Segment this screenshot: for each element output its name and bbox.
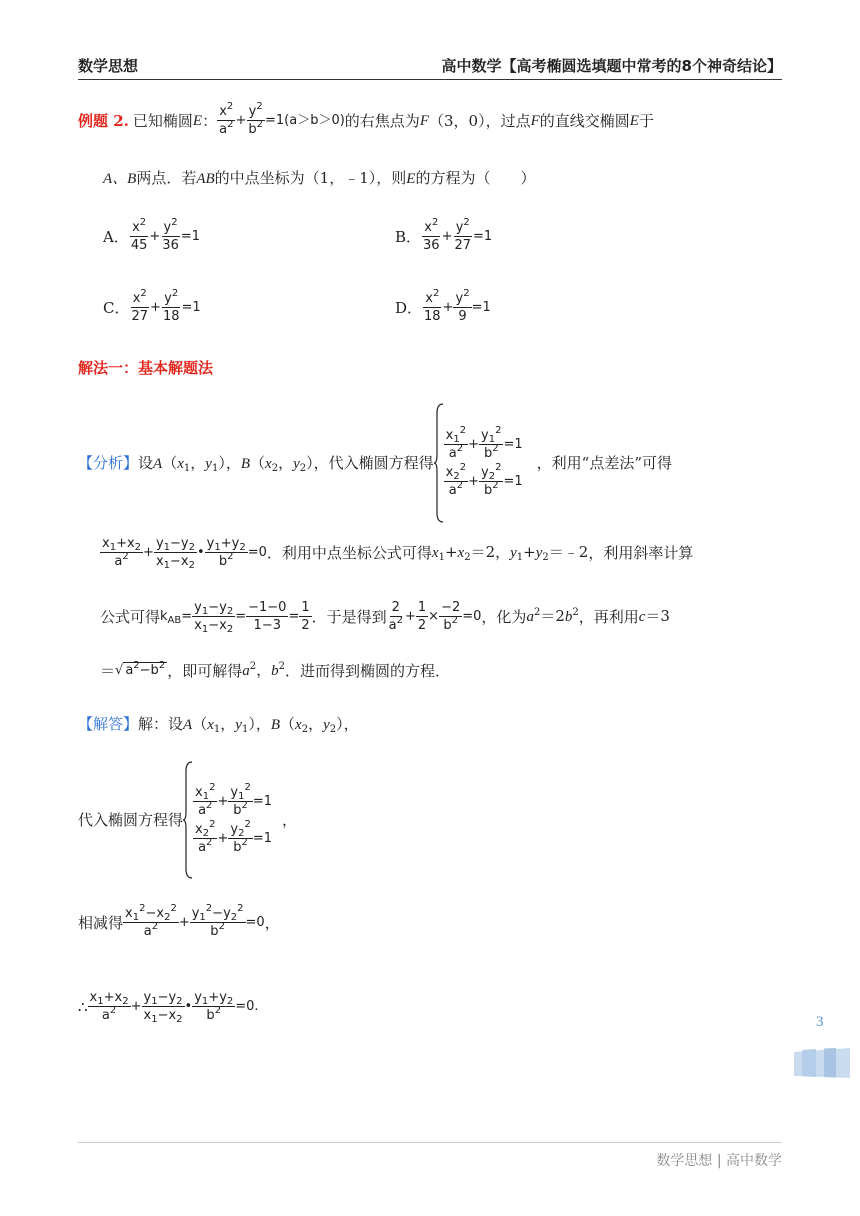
example-stem-b: 的右焦点为 [344, 111, 420, 130]
example-line2-d: 的方程为（ ） [415, 169, 536, 187]
example-focus: （3，0），过点 [428, 111, 531, 130]
header-right: 高中数学【高考椭圆选填题中常考的8个神奇结论】 [441, 57, 782, 75]
example-line2-b: 两点．若 [136, 169, 197, 187]
ellipse-condition: (a＞b＞0) [284, 113, 345, 128]
option-c[interactable]: C． $\frac{x^2}{27}$ + $\frac{y^2}{18}$ =1 [103, 288, 201, 324]
segment-ab: AB [196, 171, 215, 187]
option-d-yden: 9 [458, 309, 467, 324]
points-ab: A、B [103, 171, 137, 187]
option-d-label: D． [395, 298, 423, 317]
focus-name: F [419, 112, 429, 129]
example-stem-d: 于 [638, 111, 654, 130]
example-colon: ： [202, 111, 218, 130]
example-stem-a: 已知椭圆 [132, 111, 193, 130]
option-a-yden: 36 [162, 238, 179, 253]
analysis-t1: 设 [138, 454, 154, 472]
example-line-2 [103, 168, 535, 189]
answer-t4: ∴ [78, 997, 88, 1016]
analysis-t3: ，利用“点差法”可得 [536, 454, 672, 472]
option-b-xden: 36 [423, 238, 440, 253]
answer-line-1: 【解答】解：设$A(x_1$，$y_1$），$B(x_2$，$y_2$）， [78, 715, 359, 735]
example-line-1 [78, 101, 654, 137]
ellipse-equation: $\frac{x^2}{a^2}$ + $\frac{y^2}{b^2}$ =1(a＞b＞0) [219, 101, 345, 137]
answer-t1: 解：设 [138, 715, 184, 733]
answer-t3: 相减得 [78, 913, 124, 932]
ellipse-name: E [192, 112, 203, 129]
analysis-t4: ．利用中点坐标公式可得 [266, 543, 432, 562]
option-c-label: C． [103, 298, 130, 317]
option-a[interactable]: A． $\frac{x^2}{45}$ + $\frac{y^2}{36}$ =1 [103, 217, 201, 253]
analysis-line-3: 公式可得 $k_{AB}=$ $\frac{y_1-y_2}{x_1-x_2}$ = $\frac{-1-0}{1-3}$ = $\frac{1}{2}$ ．于是得到 $\frac{2}{a^2}$ + $\frac{1}{2}$ × $\frac{-2}{b^2}$ =0 ，化为 $a^2=2b^2$ ，再利用 c＝3 [100, 600, 670, 635]
example-label: 例题 2. [78, 111, 129, 130]
header-rule [78, 79, 782, 80]
example-line2-c: 的中点坐标为（1，﹣1），则 [214, 169, 407, 187]
ellipse-name-2: E [629, 112, 639, 129]
analysis-t6: ．于是得到 [311, 607, 387, 626]
option-d-xden: 18 [424, 309, 441, 324]
analysis-t5: 公式可得 [100, 607, 161, 626]
option-a-xden: 45 [130, 238, 148, 253]
ellipse-name-3: E [406, 171, 416, 187]
option-b-label: B． [395, 227, 422, 246]
footer-rule [78, 1142, 782, 1143]
analysis-system: $\frac{x_1^2}{a^2}$ + $\frac{y_1^2}{b^2}$ =1 $\frac{x_2^2}{a^2}$ + $\frac{y_2^2}{b^2}$ =1 [445, 425, 523, 498]
analysis-tag: 【分析】 [78, 454, 139, 472]
page-number: 3 [816, 1014, 824, 1030]
option-b[interactable]: B． $\frac{x^2}{36}$ + $\frac{y^2}{27}$ =1 [395, 217, 493, 253]
example-stem-c: 的直线交椭圆 [539, 111, 630, 130]
option-d[interactable]: D． $\frac{x^2}{18}$ + $\frac{y^2}{9}$ =1 [395, 288, 491, 324]
brace-icon-2 [183, 761, 193, 879]
answer-line-3: 相减得 $\frac{x_1^2-x_2^2}{a^2}$ + $\frac{y_1^2-y_2^2}{b^2}$ =0 ， [78, 903, 280, 939]
analysis-t4b: ，利用斜率计算 [588, 543, 694, 562]
option-b-yden: 27 [454, 238, 472, 253]
page-corner-decoration-icon [790, 1046, 852, 1080]
brace-icon [434, 403, 444, 523]
option-c-yden: 18 [162, 309, 180, 324]
analysis-line-2: $\frac{x_1+x_2}{a^2}$ + $\frac{y_1-y_2}{x_1-x_2}$ • $\frac{y_1+y_2}{b^2}$ =0 ．利用中点坐标公式可得 $x_1+x_2=2$，$y_1+y_2=﹣2$ ，利用斜率计算 [102, 536, 694, 571]
analysis-t7: ，化为 [481, 607, 527, 626]
option-a-label: A． [103, 227, 129, 246]
method-1-heading: 解法一：基本解题法 [78, 359, 214, 377]
analysis-line-4: ＝ √ $a^2-b^2$ ，即可解得 $a^2$，$b^2$ ．进而得到椭圆的方程． [100, 659, 450, 680]
answer-tag: 【解答】 [78, 715, 139, 733]
answer-line-4: ∴ $\frac{x_1+x_2}{a^2}$ + $\frac{y_1-y_2}{x_1-x_2}$ • $\frac{y_1+y_2}{b^2}$ =0. [78, 990, 259, 1025]
answer-line-2: 代入椭圆方程得 $\frac{x_1^2}{a^2}$ + $\frac{y_1^2}{b^2}$ =1 $\frac{x_2^2}{a^2}$ + $\frac{y_2^2}{b^2}$ =1 ， [78, 760, 297, 880]
focus-name-2: F [530, 112, 540, 129]
footer-text: 数学思想 | 高中数学 [656, 1153, 782, 1169]
header-left: 数学思想 [78, 57, 139, 75]
analysis-line-1: 【分析】 设 $A(x_1$，$y_1$），$B(x_2$，$y_2$）， 代入椭圆方程得 $\frac{x_1^2}{a^2}$ + $\frac{y_1^2}{b^2}$ =1 $\frac{x_2^2}{a^2}$ + $\frac{y_2^2}{b^2}$ =1 ，利用“点差法”可得 [78, 402, 672, 524]
analysis-t2: 代入椭圆方程得 [328, 454, 434, 472]
answer-t2: 代入椭圆方程得 [78, 811, 184, 829]
analysis-t9: ，即可解得 [167, 661, 243, 680]
analysis-t10: ．进而得到椭圆的方程． [284, 661, 450, 680]
answer-system: $\frac{x_1^2}{a^2}$ + $\frac{y_1^2}{b^2}$ =1 $\frac{x_2^2}{a^2}$ + $\frac{y_2^2}{b^2}$ =1 [195, 782, 272, 855]
analysis-t8: ，再利用 [578, 607, 639, 626]
option-c-xden: 27 [131, 309, 149, 324]
